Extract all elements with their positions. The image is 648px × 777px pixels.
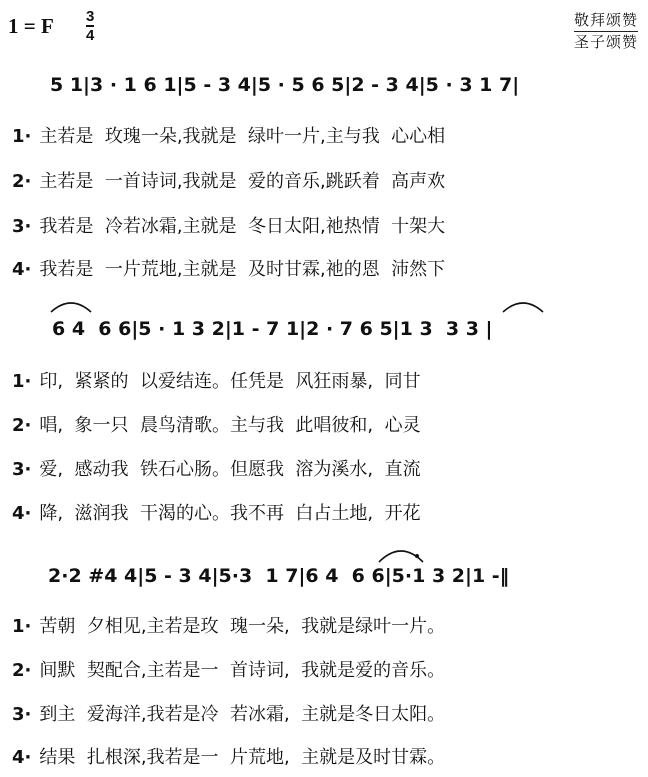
lyric-text: 苦朝 夕相见,主若是玫 瑰一朵, 我就是绿叶一片。: [39, 616, 446, 637]
lyric-line: [12, 411, 421, 437]
verse-number: 4·: [12, 259, 32, 280]
time-signature: [86, 8, 94, 44]
key-signature: 1 = F: [8, 14, 54, 38]
verse-number: 2·: [12, 660, 32, 681]
meter-bottom: 4: [86, 27, 95, 44]
verse-number: 3·: [12, 216, 32, 237]
verse-number: 1·: [12, 126, 32, 147]
verse-number: 4·: [12, 503, 32, 524]
notation-line-3: 2·2 #4 4|5 - 3 4|5·3 1 7|6 4 6 6|5·1 3 2|1 -‖: [48, 565, 510, 587]
lyric-text: 主若是 一首诗词,我就是 爱的音乐,跳跃着 高声欢: [39, 171, 446, 192]
lyric-line: [12, 255, 445, 281]
lyric-line: [12, 212, 445, 238]
lyric-line: [12, 499, 421, 525]
lyric-line: [12, 167, 445, 193]
song-titles: [574, 10, 638, 53]
lyric-line: [12, 743, 445, 769]
notation-line-2: 6 4 6 6|5 · 1 3 2|1 - 7 1|2 · 7 6 5|1 3 3 3 |: [52, 318, 493, 340]
lyric-line: [12, 700, 445, 726]
lyric-text: 到主 爱海洋,我若是冷 若冰霜, 主就是冬日太阳。: [39, 704, 446, 725]
verse-number: 1·: [12, 371, 32, 392]
notation-line-1: 5 1|3 · 1 6 1|5 - 3 4|5 · 5 6 5|2 - 3 4|5 · 3 1 7|: [50, 74, 520, 96]
verse-number: 1·: [12, 616, 32, 637]
lyric-text: 间默 契配合,主若是一 首诗词, 我就是爱的音乐。: [39, 660, 446, 681]
song-title: 敬拜颂赞: [574, 10, 638, 32]
verse-number: 3·: [12, 704, 32, 725]
slur-mark: [500, 298, 546, 314]
lyric-text: 主若是 玫瑰一朵,我就是 绿叶一片,主与我 心心相: [39, 126, 446, 147]
lyric-text: 降, 滋润我 干渴的心。我不再 白占土地, 开花: [39, 503, 421, 524]
lyric-text: 我若是 冷若冰霜,主就是 冬日太阳,祂热情 十架大: [39, 216, 446, 237]
verse-number: 2·: [12, 171, 32, 192]
lyric-line: [12, 656, 445, 682]
lyric-text: 爱, 感动我 铁石心肠。但愿我 溶为溪水, 直流: [39, 459, 421, 480]
meter-top: 3: [86, 8, 95, 25]
verse-number: 4·: [12, 747, 32, 768]
lyric-line: [12, 122, 445, 148]
verse-number: 3·: [12, 459, 32, 480]
slur-mark: [48, 298, 94, 314]
verse-number: 2·: [12, 415, 32, 436]
song-subtitle: 圣子颂赞: [573, 33, 638, 51]
lyric-line: [12, 367, 421, 393]
lyric-text: 唱, 象一只 晨鸟清歌。主与我 此唱彼和, 心灵: [39, 415, 421, 436]
lyric-text: 我若是 一片荒地,主就是 及时甘霖,祂的恩 沛然下: [39, 259, 446, 280]
lyric-text: 印, 紧紧的 以爱结连。任凭是 风狂雨暴, 同甘: [39, 371, 421, 392]
lyric-line: [12, 612, 445, 638]
lyric-line: [12, 455, 421, 481]
slur-mark: [376, 544, 426, 564]
lyric-text: 结果 扎根深,我若是一 片荒地, 主就是及时甘霖。: [39, 747, 446, 768]
